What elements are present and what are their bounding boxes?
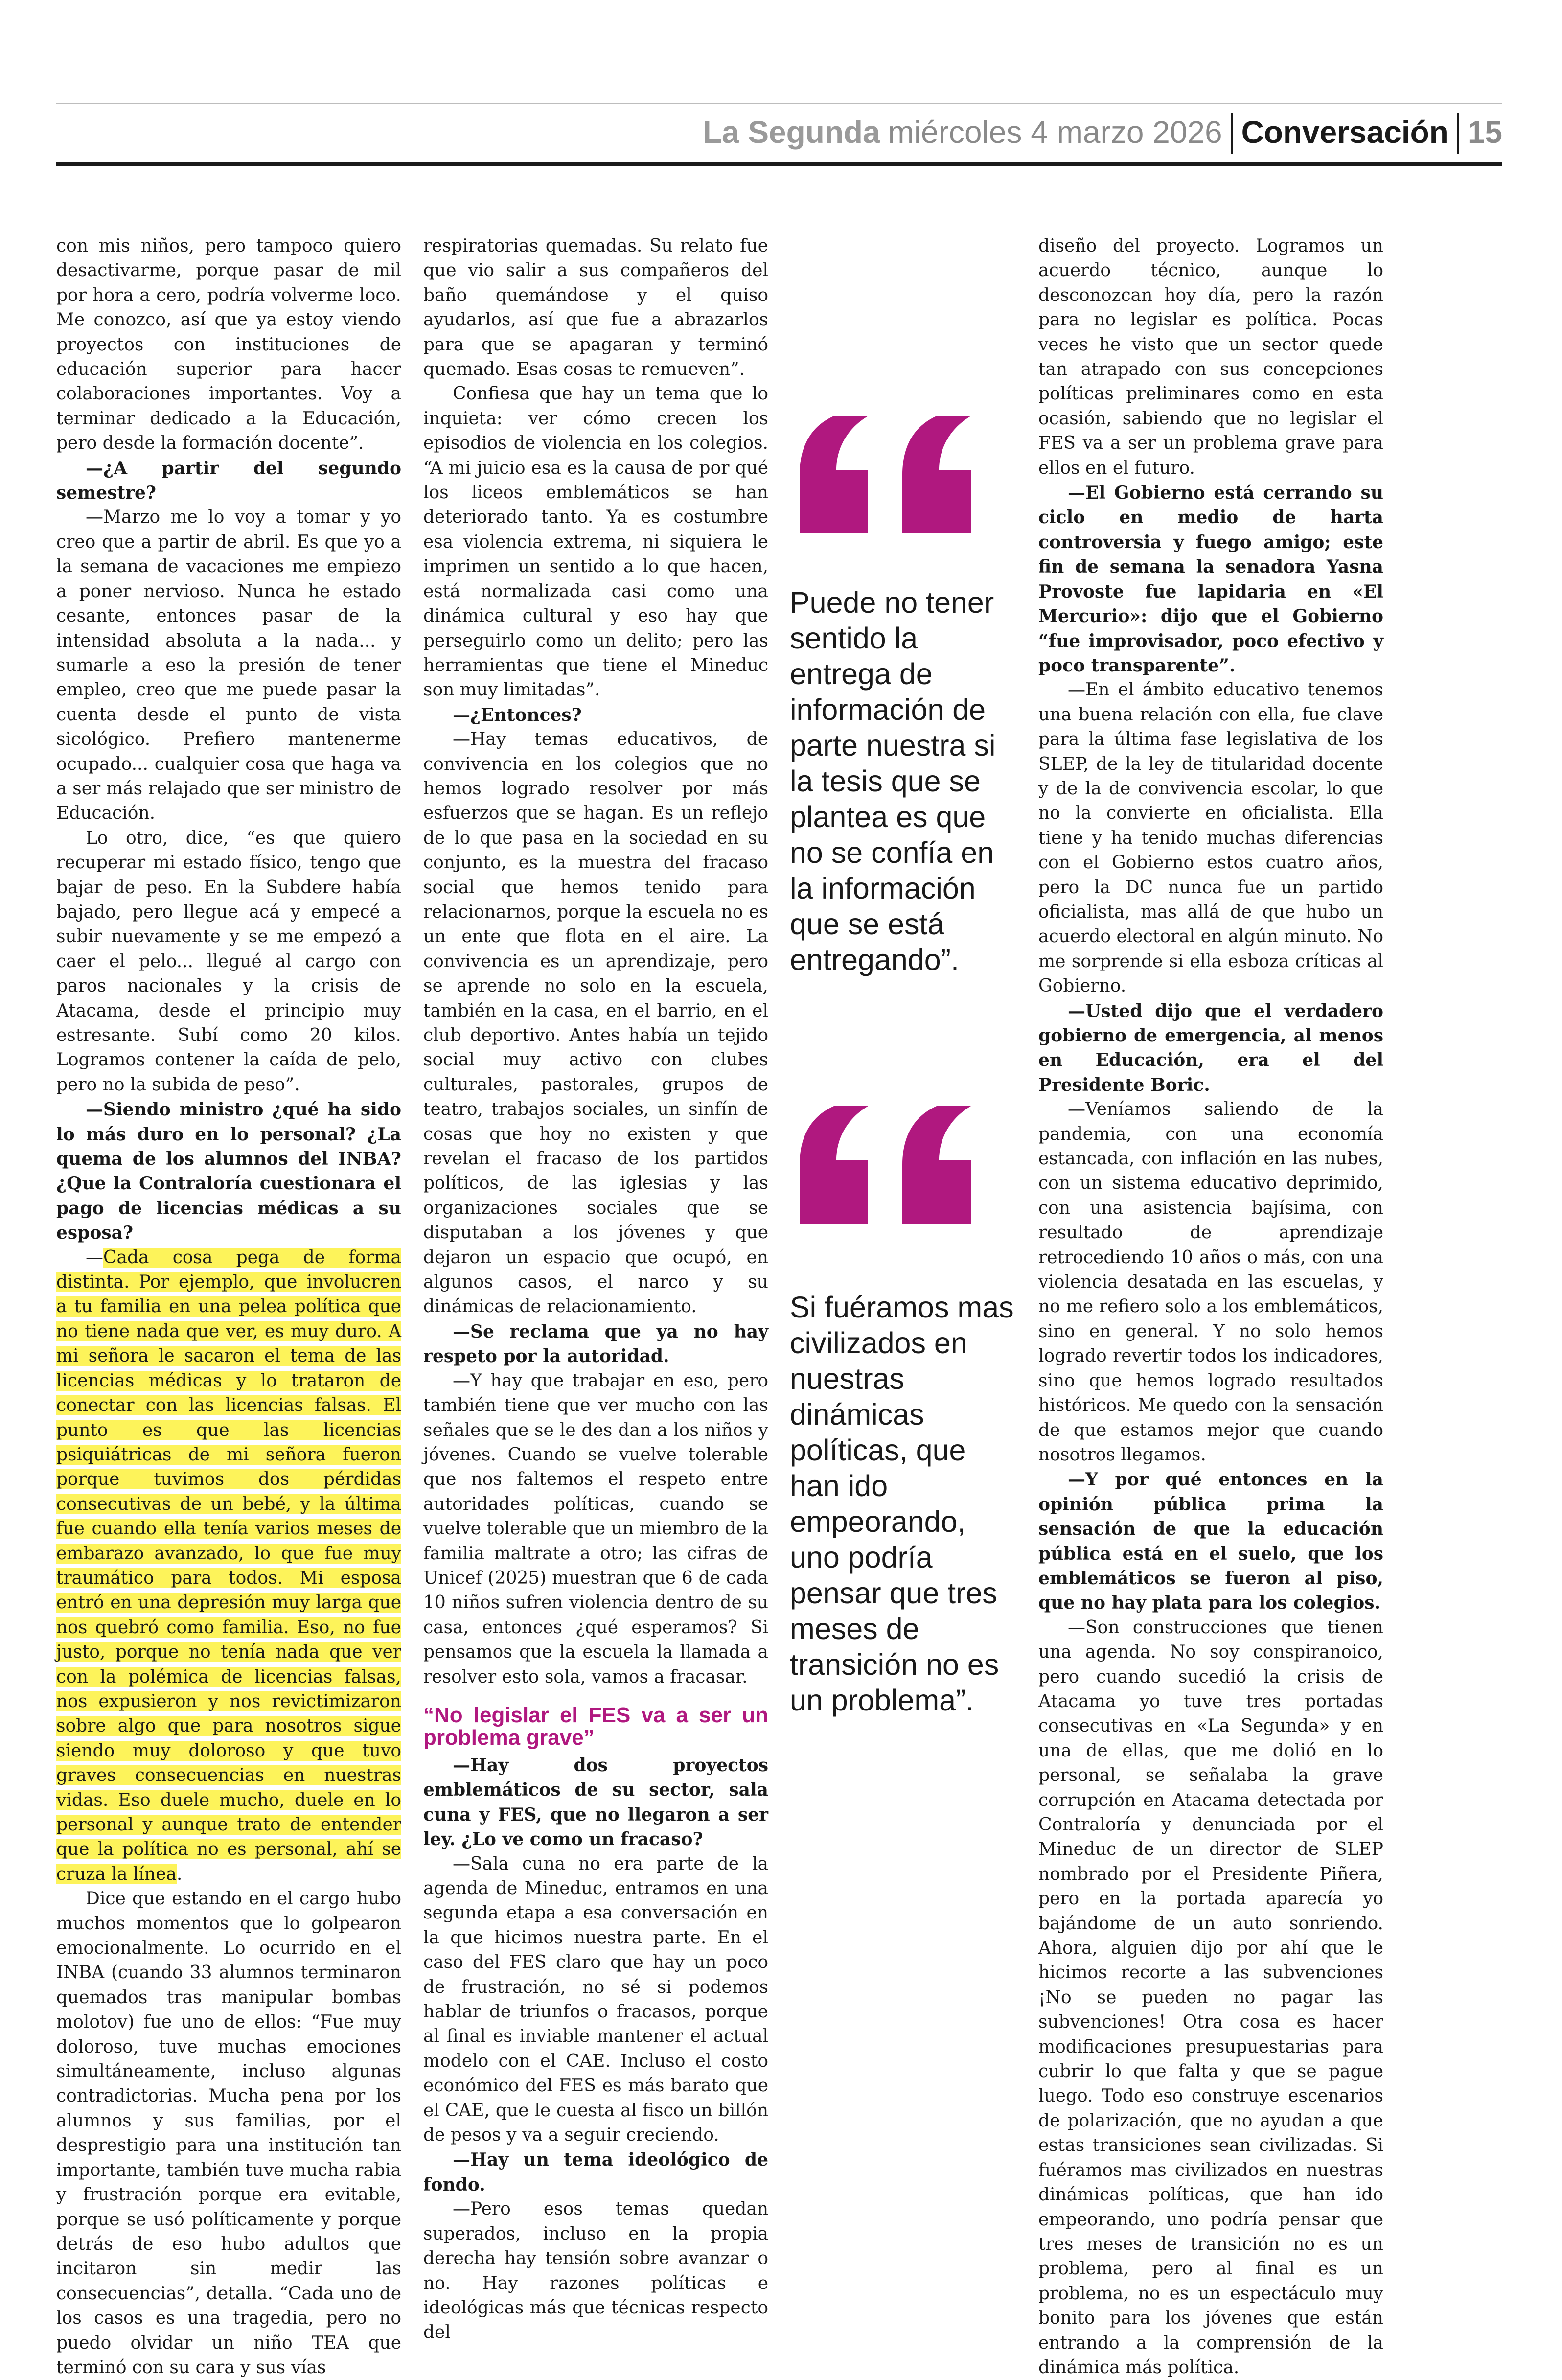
header-bottom-rule: [56, 162, 1502, 166]
interview-question: —Siendo ministro ¿qué ha sido lo más duro en lo personal? ¿La quema de los alumnos del INBA? ¿Que la Contraloría cuestionara el pago de licencias médicas a su esposa?: [56, 1099, 401, 1244]
paragraph: Confiesa que hay un tema que lo inquieta: ver cómo crecen los episodios de violencia en los colegios. “A mi juicio esa es la causa de por qué los liceos emblemáticos se han deteriorado tanto. Ya es costumbre esa violencia extrema, ni siquiera le imprimen un sentido a lo que hacen, está normalizada casi como una dinámica cultural y eso hay que perseguirlo como un delito; pero las herramientas que tiene el Mineduc son muy limitadas”.: [423, 384, 768, 700]
paragraph: —Sala cuna no era parte de la agenda de Mineduc, entramos en una segunda etapa a esa conversación en la que hicimos nuestra parte. En el caso del FES claro que hay un poco de frustración, no sé si podemos hablar de triunfos o fracasos, porque al final es inviable mantener el actual modelo con el CAE. Incluso el costo económico del FES es más barato que el CAE, que le cuesta al fisco un billón de pesos y va a seguir creciendo.: [423, 1853, 768, 2146]
interview-question: —El Gobierno está cerrando su ciclo en medio de harta controversia y fuego amigo; este fin de semana la senadora Yasna Provoste fue lapidaria en «El Mercurio»: dijo que el Gobierno “fue improvisador, poco efectivo y poco transparente”.: [1038, 483, 1383, 676]
pull-quote-text: Si fuéramos mas civilizados en nuestras dinámicas políticas, que han ido empeorando, uno podría pensar que tres meses de transición no es un problema”.: [790, 1291, 1014, 1717]
newspaper-name[interactable]: La Segunda: [702, 115, 880, 150]
article-column-1: [56, 234, 401, 2380]
paragraph: —Son construcciones que tienen una agenda. No soy conspiranoico, pero cuando sucedió la crisis de Atacama yo tuve tres portadas consecutivas en «La Segunda» y en una de ellas, que me dolió en lo personal, se señalaba la grave corrupción en Atacama detectada por Contraloría y denunciada por el Mineduc de un director de SLEP nombrado por el Presidente Piñera, pero en la portada aparecía yo bajándome de un auto sonriendo. Ahora, alguien dijo por ahí que le hicimos recorte a las subvenciones ¡No se pueden no pagar las subvenciones! Otra cosa es hacer modificaciones presupuestarias para cubrir lo que falta y que se pague luego. Todo eso construye escenarios de polarización, que no ayudan a que estas transiciones sean civilizadas. Si fuéramos mas civilizados en nuestras dinámicas políticas, que han ido empeorando, uno podría pensar que tres meses de transición no es un problema, pero al final es un problema, no es un espectáculo muy bonito para los jóvenes que están entrando a la comprensión de la dinámica más política.: [1038, 1617, 1383, 2378]
issue-date: miércoles 4 marzo 2026: [888, 115, 1222, 150]
highlighted-text[interactable]: Cada cosa pega de forma distinta. Por ejemplo, que involucren a tu familia en una pelea política que no tiene nada que ver, es muy duro. A mi señora le sacaron el tema de las licencias médicas y lo trataron de conectar con las licencias falsas. El punto es que las licencias psiquiátricas de mi señora fueron porque tuvimos dos pérdidas consecutivas de un bebé, y la última fue cuando ella tenía varios meses de embarazo avanzado, lo que fue muy traumático para todos. Mi esposa entró en una depresión muy larga que nos quebró como familia. Eso, no fue justo, porque no tenía nada que ver con la polémica de licencias falsas, nos expusieron y nos revictimizaron sobre algo que para nosotros sigue siendo muy doloroso y que tuvo graves consecuencias en nuestras vidas. Eso duele mucho, duele en lo personal y aunque trato de entender que la política no es personal, ahí se cruza la línea: [56, 1247, 401, 1884]
highlighted-paragraph: [56, 1246, 401, 1887]
paragraph: —Marzo me lo voy a tomar y yo creo que a partir de abril. Es que yo a la semana de vacaciones me empiezo a poner nervioso. Nunca he estado cesante, entonces pasar de la intensidad absoluta a la nada... y sumarle a eso la presión de tener empleo, creo que me puede pasar la cuenta desde el punto de vista sicológico. Prefiero mantenerme ocupado... cualquier cosa que haga va a ser más relajado que ser ministro de Educación.: [56, 507, 401, 824]
dash: —: [86, 1247, 103, 1268]
article-column-4: [1038, 234, 1383, 2380]
paragraph: —Hay temas educativos, de convivencia en los colegios que no hemos logrado resolver por más esfuerzos que se hagan. Es un reflejo de lo que pasa en la sociedad en su conjunto, es la muestra del fracaso social que hemos tenido para relacionarnos, porque la escuela no es un ente que flota en el aire. La convivencia es un aprendizaje, pero se aprende no solo en la escuela, también en la casa, en el barrio, en el club deportivo. Antes había un tejido social muy activo con clubes culturales, pastorales, grupos de teatro, trabajos sociales, un sinfín de cosas que hoy no existen y que revelan el fracaso de los partidos políticos, de las iglesias y las organizaciones sociales que se disputaban a los jóvenes y que dejaron un espacio que ocupó, en algunos casos, el narco y su dinámicas de relacionamiento.: [423, 729, 768, 1317]
pull-quote-text: Puede no tener sentido la entrega de información de parte nuestra si la tesis que se plantea es que no se confía en la información que se está entregando”.: [790, 586, 996, 976]
paragraph: con mis niños, pero tampoco quiero desactivarme, porque pasar de mil por hora a cero, podría volverme loco. Me conozco, así que ya estoy viendo proyectos con instituciones de educación superior para hacer colaboraciones importantes. Voy a terminar dedicado a la Educación, pero desde la formación docente”.: [56, 236, 401, 454]
paragraph: —Y hay que trabajar en eso, pero también tiene que ver mucho con las señales que se le des dan a los niños y jóvenes. Cuando se vuelve tolerable que nos faltemos el respeto entre autoridades políticas, cuando se vuelve tolerable que un miembro de la familia maltrate a otro; las cifras de Unicef (2025) muestran que 6 de cada 10 niños sufren violencia dentro de su casa, entonces ¿qué esperamos? Si pensamos que la escuela la llamada a resolver esto sola, vamos a fracasar.: [423, 1370, 768, 1687]
article-column-2: [423, 234, 768, 2345]
header-separator: [1231, 113, 1233, 154]
paragraph: —Veníamos saliendo de la pandemia, con una economía estancada, con inflación en las nubes, con un sistema educativo deprimido, con una asistencia bajísima, con resultado de aprendizaje retrocediendo 10 años o más, con una violencia desatada en las escuelas, y no me refiero solo a los emblemáticos, sino en general. Y no solo hemos logrado revertir todos los indicadores, sino que hemos logrado resultados históricos. Me quedo con la sensación de que estamos mejor que cuando nosotros llegamos.: [1038, 1099, 1383, 1465]
paragraph: diseño del proyecto. Logramos un acuerdo técnico, aunque lo desconozcan hoy día, pero la razón para no legislar es política. Pocas veces he visto que un sector quede tan atrapado con sus concepciones políticas preliminares como en esta ocasión, sabiendo que no legislar el FES va a ser un problema grave para ellos en el futuro.: [1038, 236, 1383, 478]
paragraph: respiratorias quemadas. Su relato fue que vio salir a sus compañeros del baño quemándose y el quiso ayudarlos, así que fue a abrazarlos para que se apagaran y terminó quemado. Esas cosas te remueven”.: [423, 236, 768, 380]
interview-question: —Se reclama que ya no hay respeto por la autoridad.: [423, 1321, 768, 1367]
paragraph: —Pero esos temas quedan superados, incluso en la propia derecha hay tensión sobre avanzar o no. Hay razones políticas e ideológicas más que técnicas respecto del: [423, 2199, 768, 2343]
interview-question: —¿Entonces?: [453, 704, 582, 725]
quotation-mark-icon: [795, 1106, 981, 1224]
interview-question: —Hay un tema ideológico de fondo.: [423, 2149, 768, 2195]
interview-question: —Y por qué entonces en la opinión pública prima la sensación de que la educación pública está en el suelo, que los emblemáticos se fueron al piso, que no hay plata para los colegios.: [1038, 1469, 1383, 1614]
page-header: [56, 104, 1502, 162]
period: .: [176, 1864, 183, 1884]
header-separator: [1457, 113, 1459, 154]
interview-question: —Usted dijo que el verdadero gobierno de emergencia, al menos en Educación, era el del Presidente Boric.: [1038, 1000, 1383, 1095]
paragraph: Lo otro, dice, “es que quiero recuperar mi estado físico, tengo que bajar de peso. En la Subdere había bajado, pero llegue acá y empecé a subir nuevamente y se me empezó a caer el pelo... llegué al cargo con paros nacionales y la crisis de Atacama, desde el principio muy estresante. Subí como 20 kilos. Logramos contener la caída de pelo, pero no la subida de peso”.: [56, 828, 401, 1095]
paragraph: —En el ámbito educativo tenemos una buena relación con ella, fue clave para la última fase legislativa de los SLEP, de la ley de titularidad docente y de la de convivencia escolar, lo que no la convierte en oficialista. Ella tiene y ha tenido muchas diferencias con el Gobierno estos cuatro años, pero la DC nunca fue un partido oficialista, mas allá de que hubo un acuerdo electoral en algún minuto. No me sorprende si ella esboza críticas al Gobierno.: [1038, 680, 1383, 996]
page-number: 15: [1467, 115, 1502, 150]
interview-question: —Hay dos proyectos emblemáticos de su sector, sala cuna y FES, que no llegaron a ser ley. ¿Lo ve como un fracaso?: [423, 1755, 768, 1850]
paragraph: Dice que estando en el cargo hubo muchos momentos que lo golpearon emocionalmente. Lo ocurrido en el INBA (cuando 33 alumnos terminaron quemados tras manipular bombas molotov) fue uno de ellos: “Fue muy doloroso, tuve muchas emociones simultáneamente, incluso algunas contradictorias. Mucha pena por los alumnos y sus familias, por el desprestigio para una institución tan importante, también tuve mucha rabia y frustración porque era evitable, porque se usó políticamente y porque detrás de eso hubo adultos que incitaron sin medir las consecuencias”, detalla. “Cada uno de los casos es una tragedia, pero no puedo olvidar un niño TEA que terminó con su cara y sus vías: [56, 1889, 401, 2378]
section-name: Conversación: [1241, 115, 1448, 150]
interview-question: —¿A partir del segundo semestre?: [56, 458, 401, 504]
subheading: “No legislar el FES va a ser un problema grave”: [423, 1703, 768, 1750]
quotation-mark-icon: [795, 416, 981, 533]
